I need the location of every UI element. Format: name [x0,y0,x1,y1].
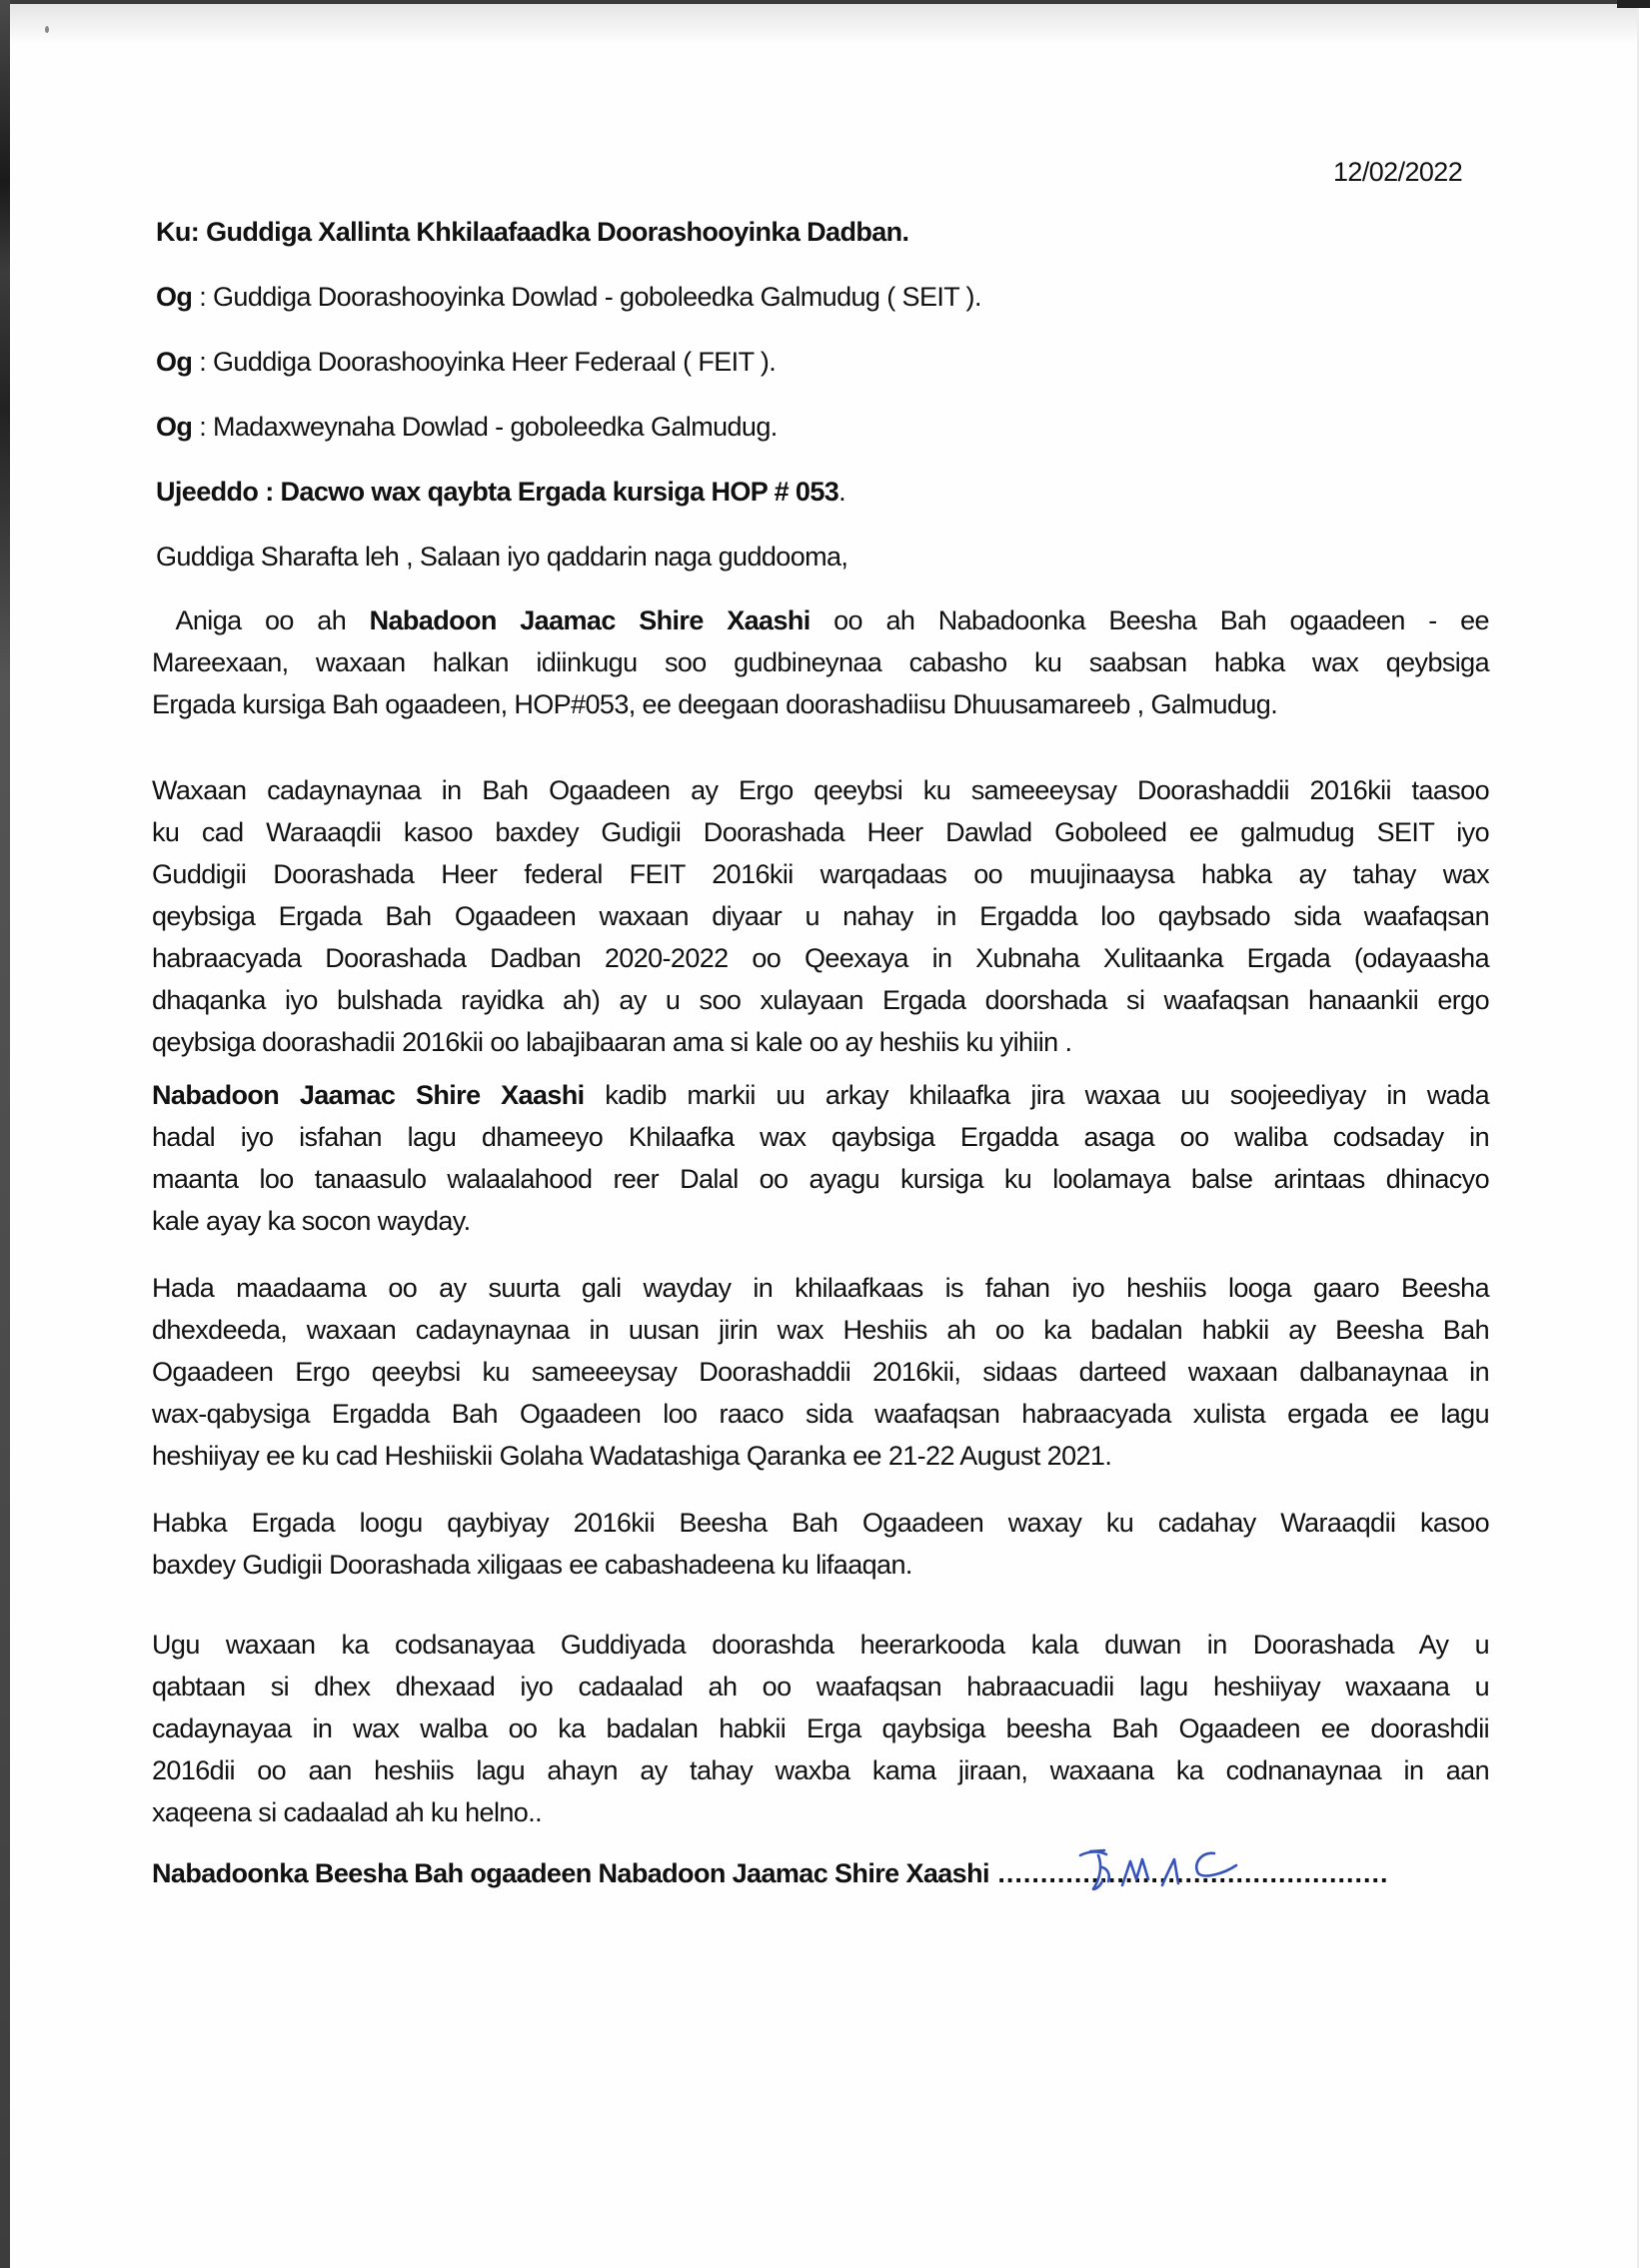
paragraph-mediation [152,1074,1489,1242]
recipient-text: : Guddiga Doorashooyinka Heer Federaal ( FEIT ). [192,347,777,377]
recipient-text: : Madaxweynaha Dowlad - goboleedka Galmudug. [192,412,778,442]
recipient-to [156,215,908,249]
paragraph-line: baxdey Gudigii Doorashada xiligaas ee cabashadeena ku lifaaqan. [152,1550,912,1580]
paragraph-line: 2016dii oo aan heshiis lagu ahayn ay tahay waxba kama jiraan, waxaana ka codnanaynaa in aan [152,1755,1489,1785]
paragraph-attachment [152,1502,1489,1586]
paragraph-line: Ugu waxaan ka codsanayaa Guddiyada doorashda heerarkooda kala duwan in Doorashada Ay u [152,1630,1489,1660]
paragraph-introduction [152,599,1489,725]
paragraph-line: Habka Ergada loogu qaybiyay 2016kii Beesha Bah Ogaadeen waxay ku cadahay Waraaqdii kasoo [152,1508,1489,1538]
greeting: Guddiga Sharafta leh , Salaan iyo qaddarin naga guddooma, [156,542,848,571]
recipient-label: Ku: [156,217,200,247]
paragraph-line: heshiiyay ee ku cad Heshiiskii Golaha Wadatashiga Qaranka ee 21-22 August 2021. [152,1441,1112,1471]
subject-period: . [838,477,846,507]
paragraph-line: cadaynayaa in wax walba oo ka badalan habkii Erga qaybsiga beesha Bah Ogaadeen ee doorashdii [152,1713,1489,1743]
paragraph-line: qeybsiga Ergada Bah Ogaadeen waxaan diyaar u nahay in Ergadda loo qaybsado sida waafaqsan [152,901,1489,931]
author-name: Nabadoon Jaamac Shire Xaashi [369,605,811,635]
paragraph-line: dhexdeeda, waxaan cadaynaynaa in uusan jirin wax Heshiis ah oo ka badalan habkii ay Beesha Bah [152,1315,1489,1345]
paragraph-background [152,769,1489,1063]
subject-line [156,475,845,509]
recipient-label: Og [156,282,193,312]
recipient-text: : Guddiga Doorashooyinka Dowlad - goboleedka Galmudug ( SEIT ). [192,282,981,312]
signature-dotted-line: .............................................. [988,1858,1389,1888]
paragraph-line: maanta loo tanaasulo walaalahood reer Dalal oo ayagu kursiga ku loolamaya balse arintaas dhinacyo [152,1164,1489,1194]
paragraph-request [152,1267,1489,1477]
recipient-label: Og [156,412,193,442]
text-run: oo ah Nabadoonka Beesha Bah ogaadeen - ee [810,605,1489,635]
subject-text: Ujeeddo : Dacwo wax qaybta Ergada kursiga HOP # 053 [156,477,839,507]
paragraph-line: dhaqanka iyo bulshada rayidka ah) ay u soo xulayaan Ergada doorshada si waafaqsan hanaankii ergo [152,985,1489,1015]
paragraph-line [152,1074,1489,1116]
paragraph-line: kale ayay ka socon wayday. [152,1206,471,1236]
signatory-name: Nabadoonka Beesha Bah ogaadeen Nabadoon Jaamac Shire Xaashi [152,1858,989,1888]
paragraph-line: habraacyada Doorashada Dadban 2020-2022 oo Qeexaya in Xubnaha Xulitaanka Ergada (odayaasha [152,943,1489,973]
paragraph-line: xaqeena si cadaalad ah ku helno.. [152,1797,543,1827]
letter-date: 12/02/2022 [1333,157,1463,187]
paragraph-line: wax-qabysiga Ergadda Bah Ogaadeen loo raaco sida waafaqsan habraacyada xulista ergada ee lagu [152,1399,1489,1429]
recipient-cc-3 [156,410,778,444]
paragraph-closing [152,1624,1489,1833]
paragraph-line: Ergada kursiga Bah ogaadeen, HOP#053, ee deegaan doorashadiisu Dhuusamareeb , Galmudug. [152,689,1278,719]
paragraph-line: hadal iyo isfahan lagu dhameeyo Khilaafka wax qaybsiga Ergadda asaga oo waliba codsaday in [152,1122,1489,1152]
paragraph-line: Mareexaan, waxaan halkan idiinkugu soo gudbineynaa cabasho ku saabsan habka wax qeybsiga [152,647,1489,677]
paragraph-line: qabtaan si dhex dhexaad iyo cadaalad ah oo waafaqsan habraacuadii lagu heshiiyay waxaana u [152,1672,1489,1701]
paragraph-line: Ogaadeen Ergo qeeybsi ku sameeeysay Doorashaddii 2016kii, sidaas darteed waxaan dalbanaynaa in [152,1357,1489,1387]
paragraph-line: Hada maadaama oo ay suurta gali wayday in khilaafkaas is fahan iyo heshiis looga gaaro Beesha [152,1273,1489,1303]
paragraph-line [152,599,1489,641]
recipient-text: Guddiga Xallinta Khkilaafaadka Doorashooyinka Dadban. [199,217,909,247]
text-run: Aniga oo ah [175,605,370,635]
paragraph-line: Waxaan cadaynaynaa in Bah Ogaadeen ay Ergo qeeybsi ku sameeeysay Doorashaddii 2016kii taasoo [152,775,1489,805]
recipient-label: Og [156,347,193,377]
author-name: Nabadoon Jaamac Shire Xaashi [152,1080,585,1110]
paragraph-line: qeybsiga doorashadii 2016kii oo labajibaaran ama si kale oo ay heshiis ku yihiin . [152,1027,1072,1057]
recipient-cc-1 [156,280,981,314]
paragraph-line: Guddigii Doorashada Heer federal FEIT 2016kii warqadaas oo muujinaaysa habka ay tahay wax [152,859,1489,889]
paragraph-line: ku cad Waraaqdii kasoo baxdey Gudigii Doorashada Heer Dawlad Goboleed ee galmudug SEIT iyo [152,817,1489,847]
handwritten-signature-icon [1074,1845,1254,1895]
recipient-cc-2 [156,345,776,379]
text-run: kadib markii uu arkay khilaafka jira waxaa uu soojeediyay in wada [584,1080,1489,1110]
